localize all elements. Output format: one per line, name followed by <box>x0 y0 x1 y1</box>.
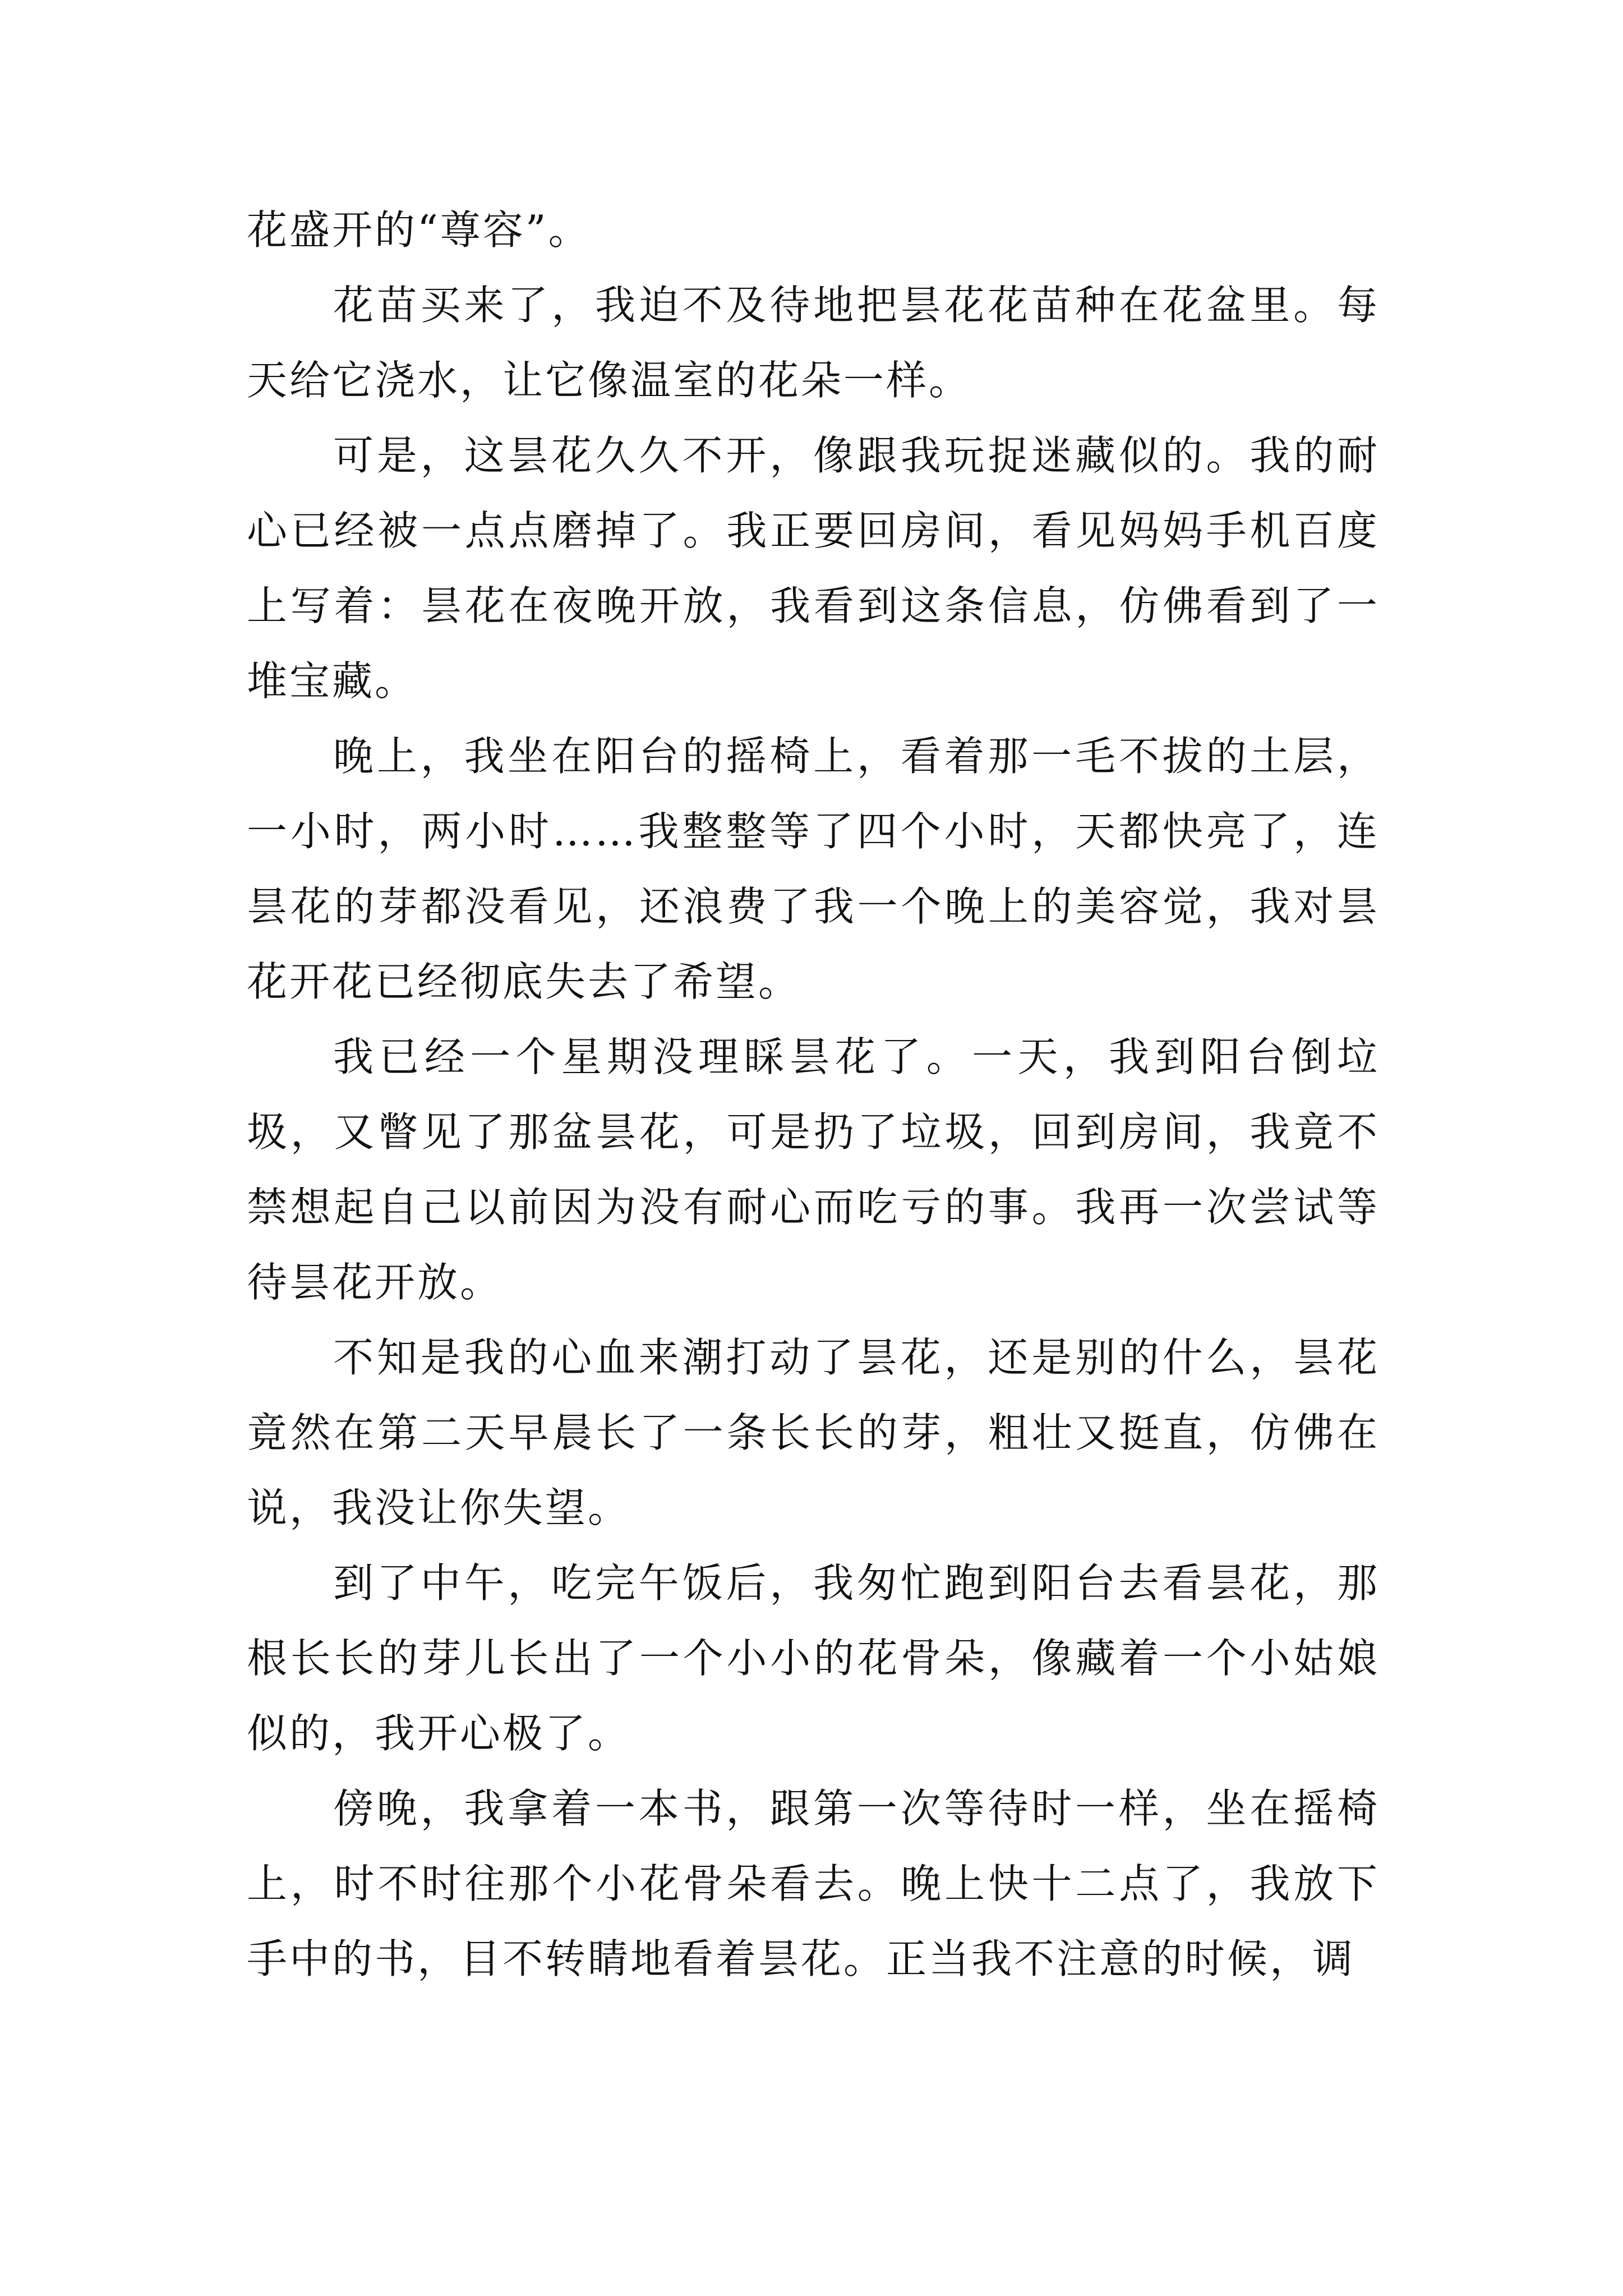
paragraph: 晚上，我坐在阳台的摇椅上，看着那一毛不拔的土层，一小时，两小时……我整整等了四个小时，天都快亮了，连昙花的芽都没看见，还浪费了我一个晚上的美容觉，我对昙花开花已经彻底失去了希望。 <box>247 733 1380 1005</box>
paragraph: 可是，这昙花久久不开，像跟我玩捉迷藏似的。我的耐心已经被一点点磨掉了。我正要回房间，看见妈妈手机百度上写着：昙花在夜晚开放，我看到这条信息，仿佛看到了一堆宝藏。 <box>247 432 1380 705</box>
paragraph: 不知是我的心血来潮打动了昙花，还是别的什么，昙花竟然在第二天早晨长了一条长长的芽，粗壮又挺直，仿佛在说，我没让你失望。 <box>247 1334 1380 1531</box>
paragraph: 花盛开的“尊容”。 <box>247 206 591 254</box>
paragraph: 我已经一个星期没理睬昙花了。一天，我到阳台倒垃圾，又瞥见了那盆昙花，可是扔了垃圾，回到房间，我竟不禁想起自己以前因为没有耐心而吃亏的事。我再一次尝试等待昙花开放。 <box>247 1033 1380 1306</box>
paragraph: 花苗买来了，我迫不及待地把昙花花苗种在花盆里。每天给它浇水，让它像温室的花朵一样。 <box>247 282 1380 404</box>
paragraph: 傍晚，我拿着一本书，跟第一次等待时一样，坐在摇椅上，时不时往那个小花骨朵看去。晚上快十二点了，我放下手中的书，目不转睛地看着昙花。正当我不注意的时候，调 <box>247 1785 1380 1982</box>
paragraph: 到了中午，吃完午饭后，我匆忙跑到阳台去看昙花，那根长长的芽儿长出了一个小小的花骨朵，像藏着一个小姑娘似的，我开心极了。 <box>247 1559 1380 1757</box>
document-body <box>247 192 1380 1996</box>
